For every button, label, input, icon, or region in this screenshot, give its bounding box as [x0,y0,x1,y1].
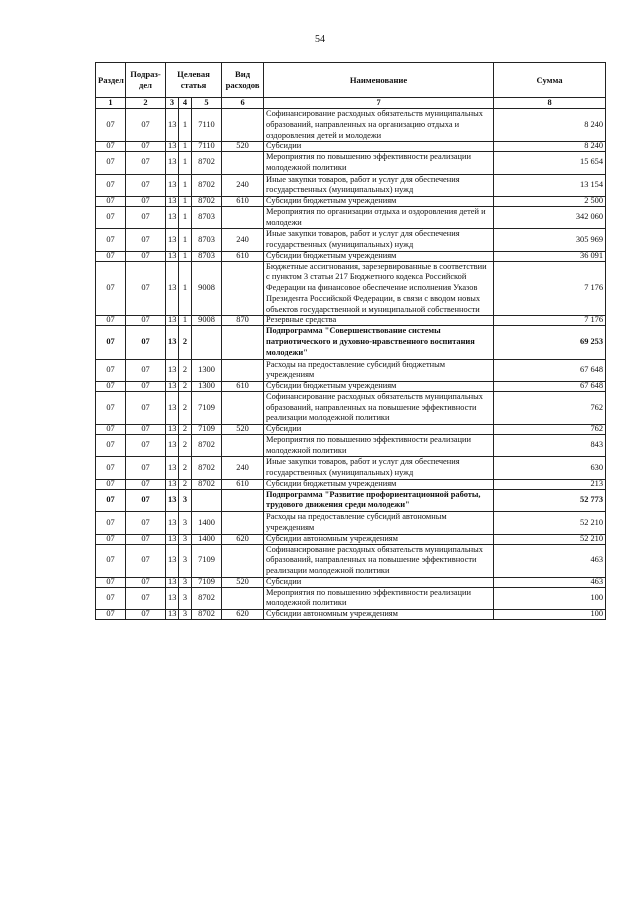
cell-podrazdel: 07 [126,316,166,326]
cell-podrazdel: 07 [126,251,166,261]
cell-expense-type [222,489,264,512]
cell-name: Софинансирование расходных обязательств муниципальных образований, направленных на организацию отдыха и оздоровления детей и молодежи [264,109,494,142]
column-number: 8 [494,98,606,109]
cell-podrazdel: 07 [126,534,166,544]
cell-razdel: 07 [96,489,126,512]
cell-direction-code [192,326,222,359]
cell-direction-code: 7109 [192,391,222,424]
cell-expense-type [222,326,264,359]
cell-program-code: 13 [166,544,179,577]
cell-razdel: 07 [96,152,126,175]
cell-podrazdel: 07 [126,174,166,197]
cell-sum: 305 969 [494,229,606,252]
header-row [96,63,606,98]
table-row [96,229,606,252]
cell-direction-code: 8702 [192,610,222,620]
cell-podrazdel: 07 [126,142,166,152]
cell-name: Подпрограмма "Развитие профориентационной работы, трудового движения среди молодежи" [264,489,494,512]
cell-direction-code: 9008 [192,316,222,326]
cell-podrazdel: 07 [126,425,166,435]
cell-direction-code: 1400 [192,534,222,544]
cell-name: Мероприятия по повышению эффективности реализации молодежной политики [264,434,494,457]
cell-sum: 36 091 [494,251,606,261]
cell-expense-type [222,544,264,577]
cell-subprogram-code: 2 [179,359,192,382]
table-row [96,457,606,480]
cell-podrazdel: 07 [126,382,166,392]
cell-name: Подпрограмма "Совершенствование системы патриотического и духовно-нравственного воспитания молодежи" [264,326,494,359]
cell-podrazdel: 07 [126,434,166,457]
cell-podrazdel: 07 [126,512,166,535]
table-row [96,326,606,359]
table-row [96,512,606,535]
cell-program-code: 13 [166,391,179,424]
cell-razdel: 07 [96,251,126,261]
cell-program-code: 13 [166,610,179,620]
cell-sum: 52 210 [494,512,606,535]
table-row [96,610,606,620]
table-row [96,174,606,197]
cell-direction-code: 8703 [192,251,222,261]
cell-subprogram-code: 2 [179,326,192,359]
cell-podrazdel: 07 [126,479,166,489]
cell-program-code: 13 [166,457,179,480]
cell-sum: 100 [494,610,606,620]
cell-program-code: 13 [166,359,179,382]
cell-program-code: 13 [166,434,179,457]
cell-podrazdel: 07 [126,261,166,316]
cell-program-code: 13 [166,142,179,152]
cell-razdel: 07 [96,391,126,424]
table-row [96,359,606,382]
cell-name: Расходы на предоставление субсидий бюджетным учреждениям [264,359,494,382]
cell-direction-code: 7109 [192,425,222,435]
cell-program-code: 13 [166,489,179,512]
cell-program-code: 13 [166,109,179,142]
cell-subprogram-code: 1 [179,251,192,261]
table-row [96,152,606,175]
cell-program-code: 13 [166,512,179,535]
cell-sum: 342 060 [494,206,606,229]
cell-direction-code: 8702 [192,152,222,175]
cell-razdel: 07 [96,261,126,316]
cell-sum: 52 210 [494,534,606,544]
cell-name: Мероприятия по повышению эффективности реализации молодежной политики [264,587,494,610]
cell-razdel: 07 [96,174,126,197]
cell-razdel: 07 [96,610,126,620]
table-row [96,206,606,229]
cell-name: Иные закупки товаров, работ и услуг для обеспечения государственных (муниципальных) нужд [264,457,494,480]
cell-direction-code: 8703 [192,229,222,252]
cell-sum: 67 648 [494,359,606,382]
cell-subprogram-code: 1 [179,174,192,197]
cell-expense-type [222,206,264,229]
cell-name: Субсидии [264,142,494,152]
cell-podrazdel: 07 [126,326,166,359]
cell-razdel: 07 [96,479,126,489]
column-number: 5 [192,98,222,109]
header-podrazdel: Подраз-дел [126,63,166,98]
cell-name: Субсидии [264,577,494,587]
cell-program-code: 13 [166,479,179,489]
cell-program-code: 13 [166,251,179,261]
cell-direction-code: 8702 [192,434,222,457]
cell-razdel: 07 [96,544,126,577]
cell-expense-type: 610 [222,251,264,261]
column-number: 2 [126,98,166,109]
column-number: 3 [166,98,179,109]
column-number: 6 [222,98,264,109]
cell-expense-type: 520 [222,425,264,435]
table-row [96,544,606,577]
cell-direction-code: 8703 [192,206,222,229]
header-vid-raskhodov: Вид расходов [222,63,264,98]
cell-program-code: 13 [166,382,179,392]
cell-sum: 13 154 [494,174,606,197]
cell-expense-type: 610 [222,479,264,489]
cell-sum: 7 176 [494,316,606,326]
column-number: 7 [264,98,494,109]
cell-podrazdel: 07 [126,457,166,480]
cell-expense-type: 610 [222,382,264,392]
cell-direction-code: 8702 [192,197,222,207]
cell-expense-type: 240 [222,174,264,197]
cell-razdel: 07 [96,382,126,392]
cell-program-code: 13 [166,577,179,587]
cell-subprogram-code: 1 [179,206,192,229]
cell-podrazdel: 07 [126,206,166,229]
cell-razdel: 07 [96,512,126,535]
cell-sum: 8 240 [494,142,606,152]
cell-expense-type [222,391,264,424]
cell-sum: 8 240 [494,109,606,142]
cell-direction-code: 8702 [192,479,222,489]
cell-sum: 52 773 [494,489,606,512]
cell-direction-code: 1300 [192,359,222,382]
cell-razdel: 07 [96,577,126,587]
cell-direction-code: 7109 [192,544,222,577]
cell-expense-type: 620 [222,610,264,620]
cell-expense-type: 240 [222,229,264,252]
cell-razdel: 07 [96,434,126,457]
cell-name: Иные закупки товаров, работ и услуг для обеспечения государственных (муниципальных) нужд [264,229,494,252]
cell-expense-type [222,587,264,610]
cell-sum: 213 [494,479,606,489]
cell-subprogram-code: 1 [179,142,192,152]
cell-sum: 463 [494,577,606,587]
cell-name: Мероприятия по организации отдыха и оздоровления детей и молодежи [264,206,494,229]
cell-expense-type [222,512,264,535]
cell-name: Софинансирование расходных обязательств муниципальных образований, направленных на повышение эффективности реализации молодежной политики [264,544,494,577]
cell-name: Расходы на предоставление субсидий автономным учреждениям [264,512,494,535]
cell-name: Субсидии автономным учреждениям [264,610,494,620]
cell-name: Резервные средства [264,316,494,326]
cell-name: Субсидии [264,425,494,435]
cell-subprogram-code: 1 [179,316,192,326]
cell-expense-type: 610 [222,197,264,207]
cell-subprogram-code: 2 [179,457,192,480]
cell-podrazdel: 07 [126,152,166,175]
cell-program-code: 13 [166,534,179,544]
cell-direction-code: 9008 [192,261,222,316]
cell-program-code: 13 [166,261,179,316]
cell-subprogram-code: 1 [179,229,192,252]
cell-subprogram-code: 1 [179,109,192,142]
cell-razdel: 07 [96,587,126,610]
cell-sum: 762 [494,425,606,435]
cell-direction-code [192,489,222,512]
table-row [96,109,606,142]
cell-podrazdel: 07 [126,587,166,610]
cell-program-code: 13 [166,206,179,229]
cell-podrazdel: 07 [126,489,166,512]
column-number-row [96,98,606,109]
table-row [96,434,606,457]
cell-sum: 2 500 [494,197,606,207]
cell-direction-code: 7110 [192,109,222,142]
cell-name: Иные закупки товаров, работ и услуг для обеспечения государственных (муниципальных) нужд [264,174,494,197]
cell-subprogram-code: 3 [179,489,192,512]
cell-program-code: 13 [166,587,179,610]
cell-expense-type [222,261,264,316]
cell-expense-type [222,359,264,382]
cell-name: Субсидии бюджетным учреждениям [264,382,494,392]
cell-sum: 67 648 [494,382,606,392]
budget-table [95,62,606,620]
cell-podrazdel: 07 [126,544,166,577]
cell-subprogram-code: 2 [179,382,192,392]
cell-program-code: 13 [166,174,179,197]
cell-direction-code: 7109 [192,577,222,587]
table-body [96,109,606,620]
cell-expense-type: 870 [222,316,264,326]
cell-program-code: 13 [166,197,179,207]
cell-expense-type [222,109,264,142]
cell-sum: 463 [494,544,606,577]
cell-subprogram-code: 3 [179,587,192,610]
header-summa: Сумма [494,63,606,98]
cell-expense-type: 620 [222,534,264,544]
cell-subprogram-code: 3 [179,534,192,544]
cell-sum: 843 [494,434,606,457]
cell-expense-type [222,434,264,457]
cell-subprogram-code: 2 [179,479,192,489]
cell-razdel: 07 [96,206,126,229]
table-row [96,391,606,424]
column-number: 4 [179,98,192,109]
cell-razdel: 07 [96,142,126,152]
cell-razdel: 07 [96,197,126,207]
cell-name: Софинансирование расходных обязательств муниципальных образований, направленных на повышение эффективности реализации молодежной политики [264,391,494,424]
table-row [96,251,606,261]
header-naimenovanie: Наименование [264,63,494,98]
cell-program-code: 13 [166,316,179,326]
cell-podrazdel: 07 [126,359,166,382]
header-razdel: Раздел [96,63,126,98]
cell-direction-code: 7110 [192,142,222,152]
cell-podrazdel: 07 [126,109,166,142]
table-row [96,577,606,587]
cell-name: Бюджетные ассигнования, зарезервированные в соответствии с пунктом 3 статьи 217 Бюджетного кодекса Российской Федерации на финансовое обеспечение исполнения Указов Президента Российской Федерации, в связи с вводом новых объектов государственной и муниципальной собственности [264,261,494,316]
table-row [96,382,606,392]
cell-name: Субсидии бюджетным учреждениям [264,479,494,489]
cell-subprogram-code: 2 [179,434,192,457]
cell-subprogram-code: 1 [179,261,192,316]
column-number: 1 [96,98,126,109]
cell-name: Субсидии бюджетным учреждениям [264,251,494,261]
cell-sum: 69 253 [494,326,606,359]
cell-razdel: 07 [96,316,126,326]
cell-sum: 15 654 [494,152,606,175]
cell-sum: 100 [494,587,606,610]
cell-program-code: 13 [166,152,179,175]
cell-razdel: 07 [96,425,126,435]
cell-podrazdel: 07 [126,229,166,252]
table-row [96,425,606,435]
cell-expense-type: 520 [222,142,264,152]
page-number: 54 [315,34,325,45]
cell-expense-type: 520 [222,577,264,587]
cell-subprogram-code: 2 [179,425,192,435]
table-row [96,142,606,152]
cell-subprogram-code: 3 [179,610,192,620]
cell-expense-type [222,152,264,175]
cell-subprogram-code: 3 [179,544,192,577]
table-row [96,197,606,207]
cell-program-code: 13 [166,229,179,252]
cell-subprogram-code: 3 [179,512,192,535]
cell-razdel: 07 [96,457,126,480]
table-row [96,489,606,512]
cell-expense-type: 240 [222,457,264,480]
cell-name: Субсидии автономным учреждениям [264,534,494,544]
cell-subprogram-code: 1 [179,197,192,207]
cell-podrazdel: 07 [126,197,166,207]
table-row [96,534,606,544]
cell-direction-code: 8702 [192,174,222,197]
header-tselevaya-statya: Целевая статья [166,63,222,98]
cell-podrazdel: 07 [126,577,166,587]
cell-razdel: 07 [96,326,126,359]
cell-program-code: 13 [166,326,179,359]
cell-sum: 7 176 [494,261,606,316]
table-row [96,316,606,326]
table-row [96,587,606,610]
cell-direction-code: 8702 [192,457,222,480]
cell-subprogram-code: 2 [179,391,192,424]
cell-subprogram-code: 1 [179,152,192,175]
cell-name: Субсидии бюджетным учреждениям [264,197,494,207]
table-row [96,479,606,489]
cell-sum: 762 [494,391,606,424]
cell-subprogram-code: 3 [179,577,192,587]
cell-razdel: 07 [96,229,126,252]
cell-name: Мероприятия по повышению эффективности реализации молодежной политики [264,152,494,175]
cell-podrazdel: 07 [126,391,166,424]
cell-program-code: 13 [166,425,179,435]
table-row [96,261,606,316]
cell-direction-code: 8702 [192,587,222,610]
cell-direction-code: 1400 [192,512,222,535]
cell-razdel: 07 [96,109,126,142]
cell-podrazdel: 07 [126,610,166,620]
cell-sum: 630 [494,457,606,480]
cell-razdel: 07 [96,534,126,544]
cell-direction-code: 1300 [192,382,222,392]
cell-razdel: 07 [96,359,126,382]
